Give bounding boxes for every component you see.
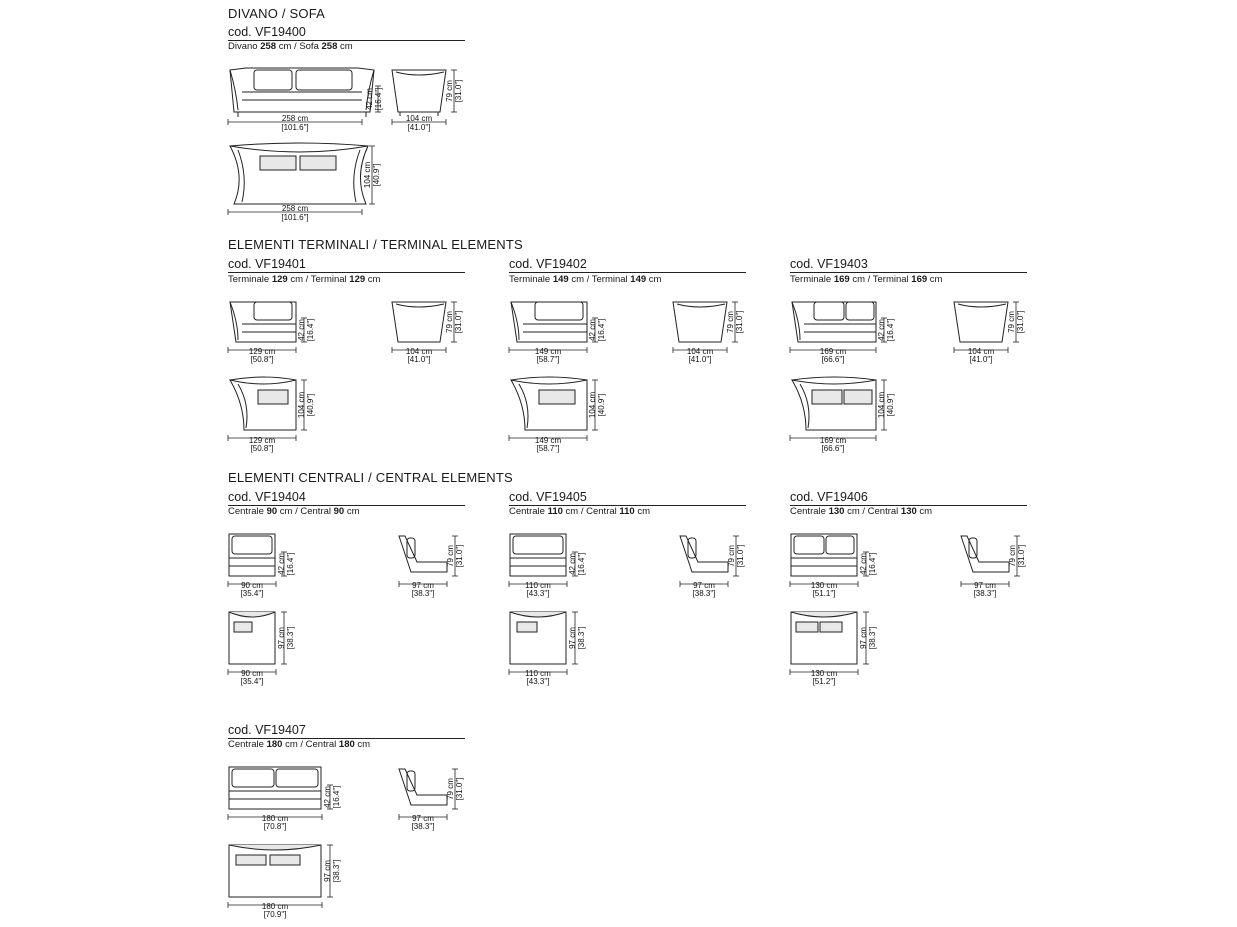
- plan-depth-inch-label: [40.9"]: [597, 393, 606, 417]
- plan-width-label: 180 cm: [261, 902, 289, 911]
- width-inch-label: [50.8"]: [250, 355, 274, 364]
- front-view-terminal-vf19402: [505, 296, 615, 364]
- back-height-label: 79 cm: [1007, 311, 1016, 333]
- width-inch-label: [58.7"]: [536, 355, 560, 364]
- plan-width-label: 130 cm: [810, 669, 838, 678]
- back-height-label: 79 cm: [726, 311, 735, 333]
- section-title-sofa: DIVANO / SOFA: [228, 6, 325, 21]
- side-view-central-vf19406: [955, 530, 1035, 600]
- width-inch-label: [43.3"]: [526, 589, 550, 598]
- back-height-inch-label: [31.0"]: [735, 310, 744, 334]
- code-underline: [790, 272, 1027, 273]
- product-size-description: Centrale 180 cm / Central 180 cm: [228, 739, 371, 750]
- plan-view-central-vf19406: [786, 608, 886, 690]
- section-title-terminal: ELEMENTI TERMINALI / TERMINAL ELEMENTS: [228, 237, 523, 252]
- plan-depth-inch-label: [38.3"]: [286, 626, 295, 650]
- seat-height-label: 42 cm: [323, 786, 332, 808]
- depth-label: 97 cm: [693, 581, 715, 590]
- product-size-description: Centrale 110 cm / Central 110 cm: [509, 506, 651, 517]
- side-body-outline: [392, 70, 446, 112]
- seat-height-inch-label: [16.4"]: [868, 552, 877, 576]
- code-underline: [509, 272, 746, 273]
- plan-depth-label: 104 cm: [877, 391, 886, 419]
- side-view-terminal-vf19402: [669, 296, 749, 364]
- depth-label: 97 cm: [412, 581, 434, 590]
- front-view-central-vf19405: [505, 530, 595, 600]
- depth-inch-label: [38.3"]: [973, 589, 997, 598]
- width-inch-label: [51.1"]: [812, 589, 836, 598]
- seat-height-label: 42 cm: [877, 319, 886, 341]
- product-code: cod. VF19403: [790, 257, 868, 271]
- product-code: cod. VF19401: [228, 257, 306, 271]
- plan-depth-label: 104 cm: [363, 161, 372, 189]
- plan-view-terminal-vf19402: [505, 374, 615, 456]
- plan-depth-inch-label: [38.3"]: [577, 626, 586, 650]
- side-view-central-vf19405: [674, 530, 754, 600]
- plan-depth-label: 97 cm: [323, 860, 332, 882]
- width-label: 129 cm: [248, 347, 276, 356]
- plan-view-sofa-vf19400: [224, 142, 384, 224]
- plan-depth-inch-label: [38.3"]: [868, 626, 877, 650]
- plan-width-label: 129 cm: [248, 436, 276, 445]
- plan-depth-label: 97 cm: [277, 627, 286, 649]
- product-code: cod. VF19402: [509, 257, 587, 271]
- seat-height-inch-label: [16.4"]: [286, 552, 295, 576]
- back-height-inch-label: [31.0"]: [736, 544, 745, 568]
- plan-depth-inch-label: [38.3"]: [332, 859, 341, 883]
- seat-height-inch-label: [16.4"]: [886, 318, 895, 342]
- side-view-terminal-vf19401: [388, 296, 468, 364]
- depth-inch-label: [41.0"]: [407, 123, 431, 132]
- front-view-terminal-vf19401: [224, 296, 324, 364]
- width-label: 110 cm: [525, 581, 551, 590]
- code-underline: [228, 272, 465, 273]
- plan-width-inch-label: [66.6"]: [821, 444, 845, 453]
- seat-height-label: 42 cm: [588, 319, 597, 341]
- plan-width-inch-label: [51.2"]: [812, 677, 836, 686]
- plan-depth-inch-label: [40.9"]: [306, 393, 315, 417]
- seat-height-inch-label: [16.4"]: [332, 785, 341, 809]
- width-inch-label: [66.6"]: [821, 355, 845, 364]
- plan-depth-inch-label: [40.9"]: [372, 163, 381, 187]
- depth-inch-label: [41.0"]: [688, 355, 712, 364]
- product-size-description: Centrale 90 cm / Central 90 cm: [228, 506, 360, 517]
- plan-width-label: 90 cm: [241, 669, 263, 678]
- depth-inch-label: [38.3"]: [692, 589, 716, 598]
- front-view-central-vf19406: [786, 530, 886, 600]
- back-height-inch-label: [31.0"]: [454, 79, 463, 103]
- plan-depth-label: 97 cm: [859, 627, 868, 649]
- side-view-central-vf19404: [393, 530, 473, 600]
- width-inch-label: [101.6"]: [281, 123, 309, 132]
- product-size-description: Divano 258 cm / Sofa 258 cm: [228, 41, 353, 52]
- product-code: cod. VF19406: [790, 490, 868, 504]
- side-view-terminal-vf19403: [950, 296, 1030, 364]
- depth-inch-label: [38.3"]: [411, 822, 435, 831]
- width-inch-label: [35.4"]: [240, 589, 264, 598]
- back-height-label: 79 cm: [1008, 545, 1017, 567]
- back-height-label: 79 cm: [446, 778, 455, 800]
- product-code: cod. VF19404: [228, 490, 306, 504]
- plan-width-inch-label: [58.7"]: [536, 444, 560, 453]
- depth-label: 104 cm: [967, 347, 995, 356]
- front-view-central-vf19404: [224, 530, 304, 600]
- depth-label: 104 cm: [686, 347, 714, 356]
- depth-label: 97 cm: [974, 581, 996, 590]
- depth-inch-label: [38.3"]: [411, 589, 435, 598]
- product-size-description: Terminale 149 cm / Terminal 149 cm: [509, 274, 662, 285]
- plan-width-label: 110 cm: [525, 669, 551, 678]
- back-height-inch-label: [31.0"]: [455, 777, 464, 801]
- plan-view-terminal-vf19403: [786, 374, 904, 456]
- seat-height-label: 42 cm: [277, 553, 286, 575]
- product-size-description: Terminale 129 cm / Terminal 129 cm: [228, 274, 381, 285]
- back-height-inch-label: [31.0"]: [454, 310, 463, 334]
- plan-width-label: 149 cm: [534, 436, 562, 445]
- front-view-central-vf19407: [224, 763, 348, 833]
- seat-height-inch-label: [16.4"]: [577, 552, 586, 576]
- plan-width-label: 169 cm: [819, 436, 847, 445]
- back-height-label: 79 cm: [446, 545, 455, 567]
- width-label: 149 cm: [534, 347, 562, 356]
- plan-outline: [230, 146, 368, 204]
- width-label: 130 cm: [810, 581, 838, 590]
- seat-height-label: 42 cm: [365, 88, 374, 110]
- plan-width-inch-label: [43.3"]: [526, 677, 550, 686]
- back-cushion: [254, 70, 292, 90]
- product-code: cod. VF19405: [509, 490, 587, 504]
- section-title-central: ELEMENTI CENTRALI / CENTRAL ELEMENTS: [228, 470, 513, 485]
- depth-label: 104 cm: [405, 114, 433, 123]
- product-code: cod. VF19407: [228, 723, 306, 737]
- back-height-label: 79 cm: [445, 80, 454, 102]
- plan-depth-inch-label: [40.9"]: [886, 393, 895, 417]
- plan-view-terminal-vf19401: [224, 374, 324, 456]
- depth-label: 97 cm: [412, 814, 434, 823]
- width-label: 169 cm: [819, 347, 847, 356]
- seat-height-inch-label: [16.4"]: [374, 87, 383, 111]
- product-size-description: Centrale 130 cm / Central 130 cm: [790, 506, 933, 517]
- plan-width-label: 258 cm: [281, 204, 309, 213]
- depth-label: 104 cm: [405, 347, 433, 356]
- seat-height-label: 42 cm: [297, 319, 306, 341]
- seat-height-inch-label: [16.4"]: [306, 318, 315, 342]
- plan-width-inch-label: [70.9"]: [263, 910, 287, 919]
- plan-depth-label: 104 cm: [588, 391, 597, 419]
- plan-width-inch-label: [101.6"]: [281, 213, 309, 222]
- seat-height-inch-label: [16.4"]: [597, 318, 606, 342]
- seat-height-label: 42 cm: [859, 553, 868, 575]
- plan-view-central-vf19407: [224, 841, 348, 923]
- width-label: 180 cm: [261, 814, 289, 823]
- width-label: 90 cm: [241, 581, 263, 590]
- back-height-label: 79 cm: [445, 311, 454, 333]
- seat-height-label: 42 cm: [568, 553, 577, 575]
- back-height-label: 79 cm: [727, 545, 736, 567]
- product-code: cod. VF19400: [228, 25, 306, 39]
- back-height-inch-label: [31.0"]: [1017, 544, 1026, 568]
- depth-inch-label: [41.0"]: [969, 355, 993, 364]
- depth-inch-label: [41.0"]: [407, 355, 431, 364]
- plan-depth-label: 97 cm: [568, 627, 577, 649]
- product-size-description: Terminale 169 cm / Terminal 169 cm: [790, 274, 943, 285]
- back-cushion: [296, 70, 352, 90]
- plan-view-central-vf19405: [505, 608, 595, 690]
- side-view-central-vf19407: [393, 763, 473, 833]
- back-height-inch-label: [31.0"]: [455, 544, 464, 568]
- width-inch-label: [70.8"]: [263, 822, 287, 831]
- front-view-sofa-vf19400: [224, 64, 384, 132]
- side-view-sofa-vf19400: [388, 64, 468, 132]
- plan-width-inch-label: [35.4"]: [240, 677, 264, 686]
- width-label: 258 cm: [281, 114, 309, 123]
- plan-view-central-vf19404: [224, 608, 304, 690]
- plan-width-inch-label: [50.8"]: [250, 444, 274, 453]
- front-view-terminal-vf19403: [786, 296, 904, 364]
- back-height-inch-label: [31.0"]: [1016, 310, 1025, 334]
- plan-depth-label: 104 cm: [297, 391, 306, 419]
